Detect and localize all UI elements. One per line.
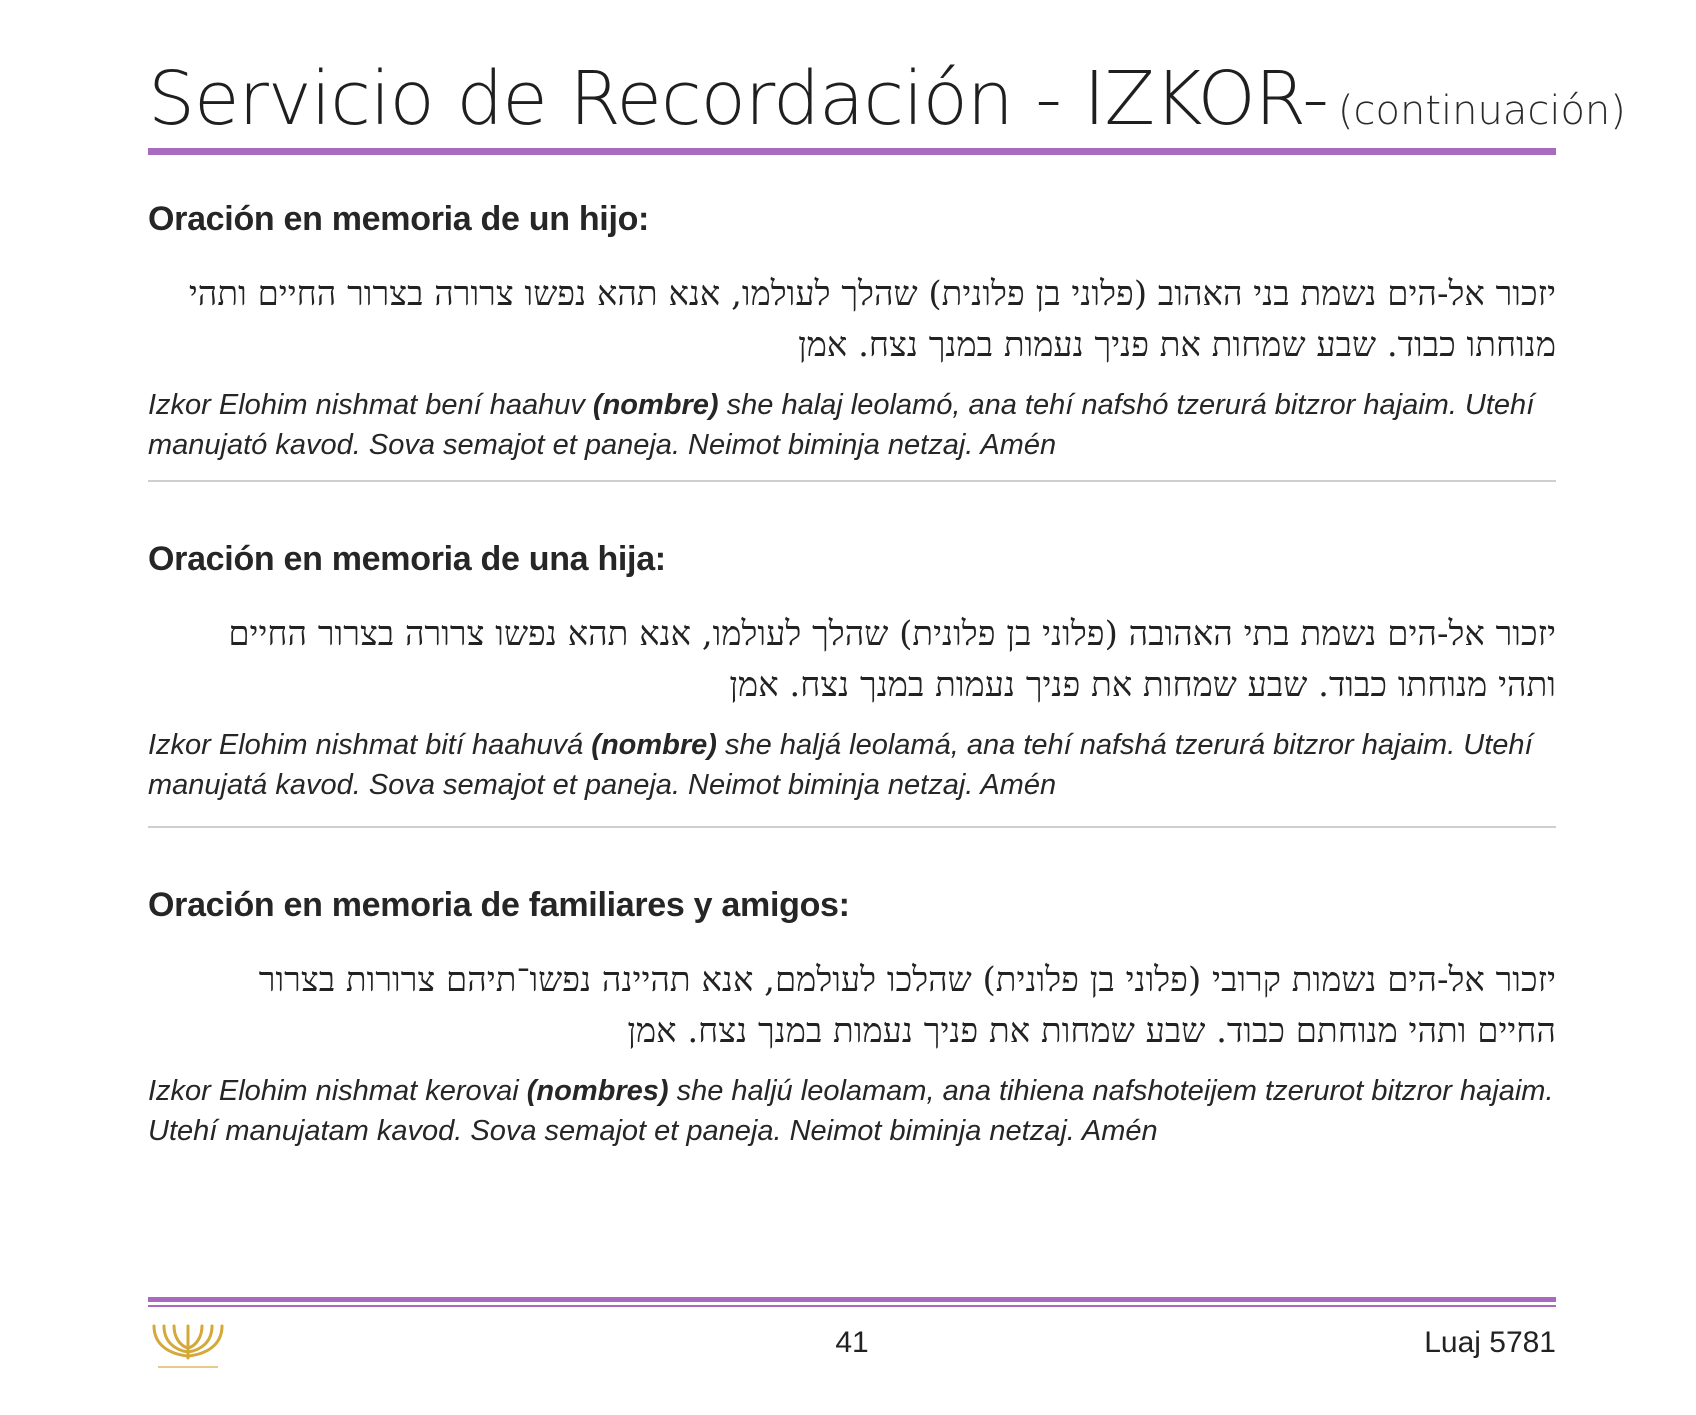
hebrew-prayer-text: יזכור אל-הים נשמת בתי האהובה (פלוני בן פלונית) שהלך לעולמו, אנא תהא נפשו צרורה בצרור החיים ותהי מנוחתו כבוד. שבע שמחות את פניך נעמות במנך נצח. אמן [228, 614, 1556, 705]
section-divider [148, 480, 1556, 482]
transliteration-part: Izkor Elohim nishmat bení haahuv [148, 389, 593, 421]
section-heading: Oración en memoria de familiares y amigos: [148, 886, 850, 924]
name-placeholder: (nombre) [592, 389, 719, 421]
transliteration-text [148, 725, 1556, 805]
section-divider [148, 826, 1556, 828]
transliteration-part: she haljá leolamá, ana tehí nafshá tzerurá bitzror hajaim. Utehí manujatá kavod. Sova semajot et paneja. Neimot biminja netzaj. Amén [148, 729, 1533, 801]
name-placeholder: (nombre) [591, 729, 717, 761]
transliteration-part: Izkor Elohim nishmat bití haahuvá [148, 729, 592, 761]
title-underline [148, 148, 1556, 155]
transliteration-text [148, 1071, 1556, 1151]
transliteration-part: she halaj leolamó, ana tehí nafshó tzerurá bitzror hajaim. Utehí manujató kavod. Sova semajot et paneja. Neimot biminja netzaj. Amén [148, 389, 1535, 461]
prayer-section-son [148, 200, 1556, 465]
prayer-section-family-friends [148, 886, 1556, 1151]
page-title-continuation: (continuación) [1337, 88, 1626, 134]
document-page [148, 0, 1626, 1415]
transliteration-text [148, 385, 1556, 465]
transliteration-part: Izkor Elohim nishmat kerovai [148, 1075, 527, 1107]
hebrew-prayer-text: יזכור אל-הים נשמת בני האהוב (פלוני בן פלונית) שהלך לעולמו, אנא תהא נפשו צרורה בצרור החיים ותהי מנוחתו כבוד. שבע שמחות את פניך נעמות במנך נצח. אמן [188, 274, 1556, 365]
transliteration-part: she haljú leolamam, ana tihiena nafshoteijem tzerurot bitzror hajaim. Utehí manujatam kavod. Sova semajot et paneja. Neimot biminja netzaj. Amén [148, 1075, 1554, 1147]
footer-rule [148, 1297, 1556, 1302]
footer-rule-thin [148, 1305, 1556, 1307]
page-number: 41 [835, 1326, 869, 1359]
hebrew-prayer-text: יזכור אל-הים נשמות קרובי (פלוני בן פלונית) שהלכו לעולמם, אנא תהיינה נפשו־תיהם צרורות בצרור החיים ותהי מנוחתם כבוד. שבע שמחות את פניך נעמות במנך נצח. אמן [258, 960, 1556, 1051]
page-title [148, 56, 1626, 142]
prayer-section-daughter [148, 540, 1556, 805]
name-placeholder: (nombres) [526, 1075, 669, 1107]
section-heading: Oración en memoria de una hija: [148, 540, 666, 578]
footer-publication-label: Luaj 5781 [1424, 1326, 1556, 1359]
section-heading: Oración en memoria de un hijo: [148, 200, 650, 238]
page-title-main: Servicio de Recordación - IZKOR- [148, 56, 1328, 142]
